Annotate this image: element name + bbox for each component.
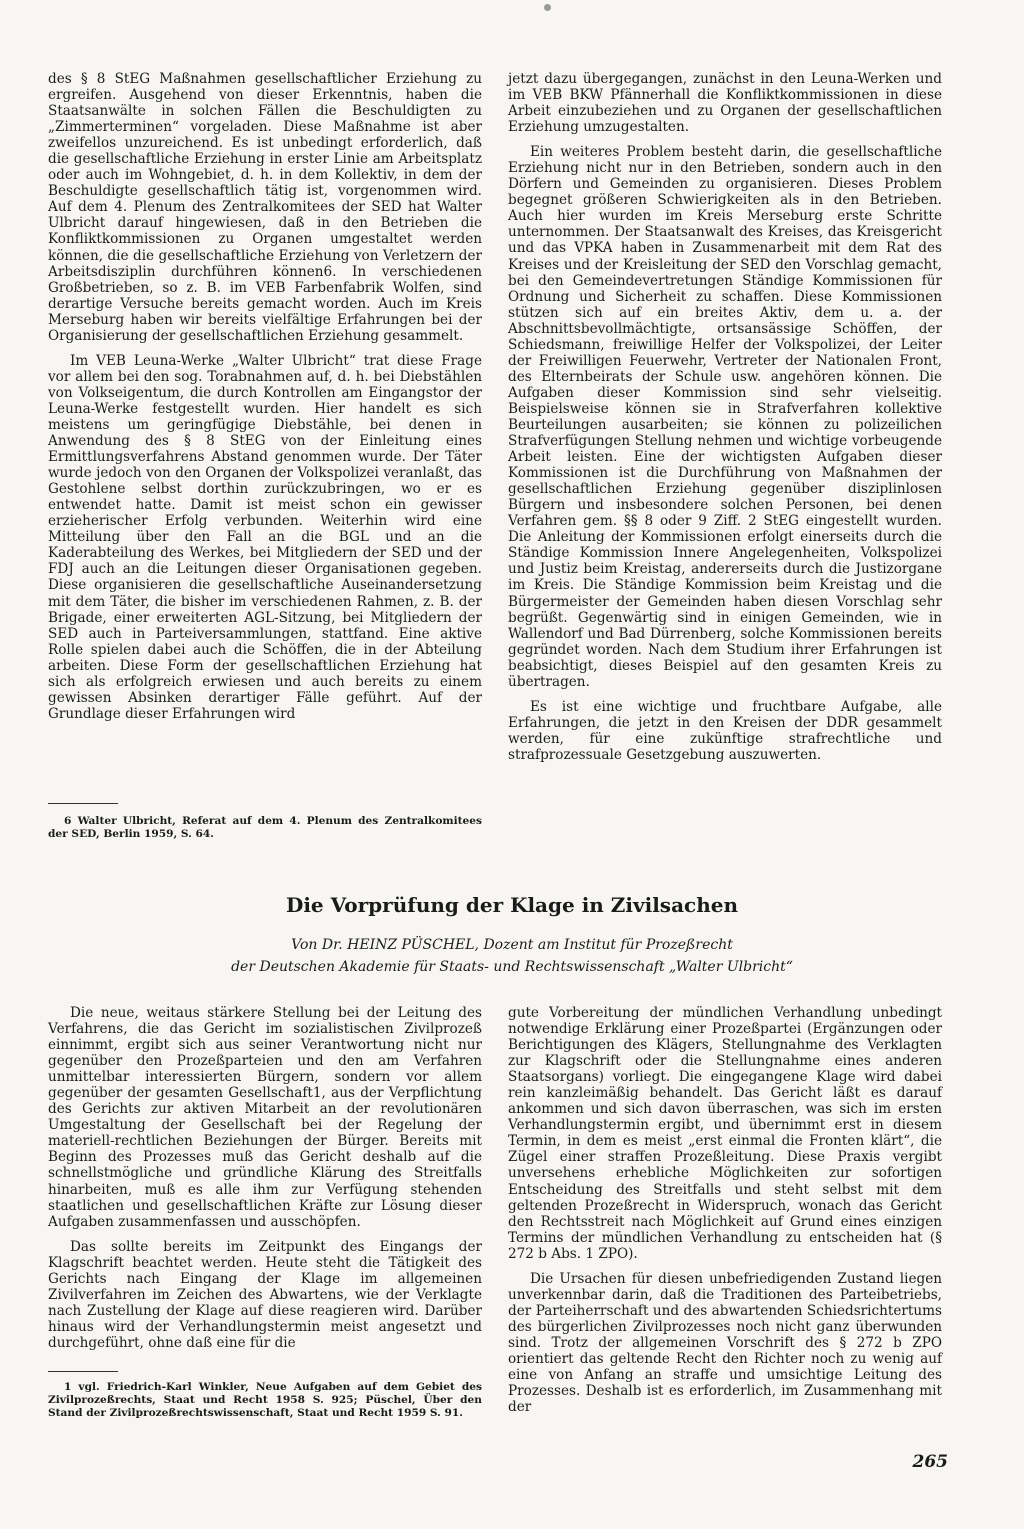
body-paragraph: Ein weiteres Problem besteht darin, die gesellschaftliche Erziehung nicht nur in den Betrieben, sondern auch in den Dörfern und Gemeinden zu organisieren. Dieses Problem begegnet größeren Schwierigkeiten als in den Betrieben. Auch hier wurden im Kreis Merseburg erste Schritte unternommen. Der Staatsanwalt des Kreises, das Kreisgericht und das VPKA haben in Zusammenarbeit mit dem Rat des Kreises und der Kreisleitung der SED den Vorschlag gemacht, bei den Gemeindevertretungen Ständige Kommissionen für Ordnung und Sicherheit zu schaffen. Diese Kommissionen stützen sich auf ein breites Aktiv, dem u. a. der Abschnittsbevollmächtigte, ortsansässige Schöffen, der Schiedsmann, freiwillige Helfer der Volkspolizei, der Leiter der Freiwilligen Feuerwehr, Vertreter der Nationalen Front, des Elternbeirats der Schule usw. angehören können. Die Aufgaben dieser Kommission sind sehr vielseitig. Beispielsweise können sie in Strafverfahren kollektive Beurteilungen ausarbeiten; sie können zu polizeilichen Strafverfügungen Stellung nehmen und wichtige vorbeugende Arbeit leisten. Eine der wichtigsten Aufgaben dieser Kommissionen ist die Durchführung von Maßnahmen der gesellschaftlichen Erziehung gegenüber disziplinlosen Bürgern und insbesondere solchen Personen, bei denen Verfahren gem. §§ 8 oder 9 Ziff. 2 StEG eingestellt wurden. Die Anleitung der Kommissionen erfolgt einerseits durch die Ständige Kommission Innere Angelegenheiten, Volkspolizei und Justiz beim Kreistag, andererseits durch die Justizorgane im Kreis. Die Ständige Kommission beim Kreistag und die Bürgermeister der Gemeinden haben diesen Vorschlag sehr begrüßt. Gegenwärtig sind in einigen Gemeinden, wie in Wallendorf und Bad Dürrenberg, solche Kommissionen bereits gegründet worden. Nach dem Studium ihrer Erfahrungen ist beabsichtigt, dieses Beispiel auf den gesamten Kreis zu übertragen. <box>508 144 942 690</box>
article-right-column <box>508 1005 942 1424</box>
body-paragraph: Die Ursachen für diesen unbefriedigenden Zustand liegen unverkennbar darin, daß die Traditionen des Parteibetriebs, der Parteiherrschaft und des abwartenden Schiedsrichtertums des bürgerlichen Zivilprozesses noch nicht ganz überwunden sind. Trotz der allgemeinen Vorschrift des § 272 b ZPO orientiert das geltende Recht den Richter noch zu wenig auf eine von Anfang an straffe und umsichtige Leitung des Prozesses. Deshalb ist es erforderlich, im Zusammenhang mit der <box>508 1270 942 1416</box>
upper-right-column <box>508 71 942 772</box>
footnote-6 <box>48 815 482 841</box>
body-paragraph: gute Vorbereitung der mündlichen Verhandlung unbedingt notwendige Erklärung einer Prozeßpartei (Ergänzungen oder Berichtigungen des Klägers, Stellungnahme des Verklagten zur Klagschrift oder die Stellungnahme eines anderen Staatsorgans) vorliegt. Die eingegangene Klage wird dabei rein kanzleimäßig behandelt. Das Gericht läßt es darauf ankommen und sich davon überraschen, was sich im ersten Verhandlungstermin ergibt, und übernimmt erst in diesem Termin, in dem es meist „erst einmal die Fronten klärt“, die Zügel einer straffen Prozeßleitung. Diese Praxis vergibt unversehens erhebliche Möglichkeiten zur sofortigen Entscheidung des Streitfalls und steht selbst mit dem geltenden Prozeßrecht in Widerspruch, wonach das Gericht den Rechtsstreit nach Möglichkeit auf Grund eines einzigen Termins der mündlichen Verhandlung zu entscheiden hat (§ 272 b Abs. 1 ZPO). <box>508 1005 942 1262</box>
footnote-6-text: 6 Walter Ulbricht, Referat auf dem 4. Plenum des Zentralkomitees der SED, Berlin 1959, S. 64. <box>48 815 482 840</box>
article-left-column <box>48 1005 482 1360</box>
page-number: 265 <box>912 1452 948 1472</box>
article-title: Die Vorprüfung der Klage in Zivilsachen <box>285 893 739 917</box>
footnote-1 <box>48 1381 482 1420</box>
body-paragraph: des § 8 StEG Maßnahmen gesellschaftlicher Erziehung zu ergreifen. Ausgehend von dieser Erkenntnis, haben die Staatsanwälte in solchen Fällen die Beschuldigten zu „Zimmerterminen“ vorgeladen. Diese Maßnahme ist aber zweifellos unzureichend. Es ist unbedingt erforderlich, daß die gesellschaftliche Erziehung in erster Linie am Arbeitsplatz oder auch im Wohngebiet, d. h. in dem Kollektiv, in dem der Beschuldigte gesellschaftlich tätig ist, vorgenommen wird. Auf dem 4. Plenum des Zentralkomitees der SED hat Walter Ulbricht darauf hingewiesen, daß in den Betrieben die Konfliktkommissionen zu Organen umgestaltet werden können, die die gesellschaftliche Erziehung von Verletzern der Arbeitsdisziplin durchführen können6. In verschiedenen Großbetrieben, so z. B. im VEB Farbenfabrik Wolfen, sind derartige Versuche bereits gemacht worden. Auch im Kreis Merseburg haben wir bereits vielfältige Erfahrungen bei der Organisierung der gesellschaftlichen Erziehung gesammelt. <box>48 71 482 344</box>
byline-line-1: Von Dr. HEINZ PÜSCHEL, Dozent am Institut für Prozeßrecht <box>291 937 733 953</box>
article-byline <box>0 934 1024 978</box>
byline-line-2: der Deutschen Akademie für Staats- und Rechtswissenschaft „Walter Ulbricht“ <box>231 959 793 975</box>
body-paragraph: Das sollte bereits im Zeitpunkt des Eingangs der Klagschrift beachtet werden. Heute steht die Tätigkeit des Gerichts nach Eingang der Klage im allgemeinen Zivilverfahren im Zeichen des Abwartens, wie der Verklagte nach Zustellung der Klage auf diese reagieren wird. Darüber hinaus wird der Verhandlungstermin meist angesetzt und durchgeführt, ohne daß eine für die <box>48 1238 482 1351</box>
body-paragraph: jetzt dazu übergegangen, zunächst in den Leuna-Werken und im VEB BKW Pfännerhall die Konfliktkommissionen in diese Arbeit einzubeziehen und zu Organen der gesellschaftlichen Erziehung umzugestalten. <box>508 71 942 136</box>
print-mark <box>544 4 551 11</box>
footnote-1-text: 1 vgl. Friedrich-Karl Winkler, Neue Aufgaben auf dem Gebiet des Zivilprozeßrechts, Staat und Recht 1958 S. 925; Püschel, Über den Stand der Zivilprozeßrechtswissenschaft, Staat und Recht 1959 S. 91. <box>48 1381 482 1419</box>
body-paragraph: Es ist eine wichtige und fruchtbare Aufgabe, alle Erfahrungen, die jetzt in den Kreisen der DDR gesammelt werden, für eine zukünftige strafrechtliche und strafprozessuale Gesetzgebung auszuwerten. <box>508 698 942 763</box>
body-paragraph: Im VEB Leuna-Werke „Walter Ulbricht“ trat diese Frage vor allem bei den sog. Torabnahmen auf, d. h. bei Diebstählen von Volkseigentum, die durch Kontrollen am Eingangstor der Leuna-Werke festgestellt wurden. Hier handelt es sich meistens um geringfügige Diebstähle, bei denen in Anwendung des § 8 StEG von der Einleitung eines Ermittlungsverfahrens Abstand genommen wurde. Der Täter wurde jedoch von den Organen der Volkspolizei veranlaßt, das Gestohlene selbst dorthin zurückzubringen, wo er es entwendet hatte. Damit ist meist schon ein gewisser erzieherischer Erfolg verbunden. Weiterhin wird eine Mitteilung über den Fall an die BGL und an die Kaderabteilung des Werkes, bei Mitgliedern der SED und der FDJ auch an die Leitungen dieser Organisationen gegeben. Diese organisieren die gesellschaftliche Auseinandersetzung mit dem Täter, die bisher im verschiedenen Rahmen, z. B. der Brigade, einer erweiterten AGL-Sitzung, bei Mitgliedern der SED auch in Parteiversammlungen, stattfand. Eine aktive Rolle spielen dabei auch die Schöffen, die in der Abteilung arbeiten. Diese Form der gesellschaftlichen Erziehung hat sich als erfolgreich erwiesen und auch bereits zu einem gewissen Absinken derartiger Fälle geführt. Auf der Grundlage dieser Erfahrungen wird <box>48 352 482 722</box>
footnote-rule-article <box>48 1371 118 1372</box>
upper-left-column <box>48 71 482 731</box>
body-paragraph: Die neue, weitaus stärkere Stellung bei der Leitung des Verfahrens, die das Gericht im sozialistischen Zivilprozeß einnimmt, ergibt sich aus seiner Verantwortung nicht nur gegenüber den Prozeßparteien und den am Verfahren unmittelbar interessierten Bürgern, sondern vor allem gegenüber der gesamten Gesellschaft1, aus der Verpflichtung des Gerichts zur aktiven Mitarbeit an der revolutionären Umgestaltung der Gesellschaft bei der Regelung der materiell-rechtlichen Beziehungen der Bürger. Bereits mit Beginn des Prozesses muß das Gericht deshalb auf die schnellstmögliche und gründliche Klärung des Streitfalls hinarbeiten, muß es alle ihm zur Verfügung stehenden staatlichen und gesellschaftlichen Kräfte zur Lösung dieser Aufgaben zusammenfassen und ausschöpfen. <box>48 1005 482 1230</box>
footnote-rule-upper <box>48 803 118 804</box>
